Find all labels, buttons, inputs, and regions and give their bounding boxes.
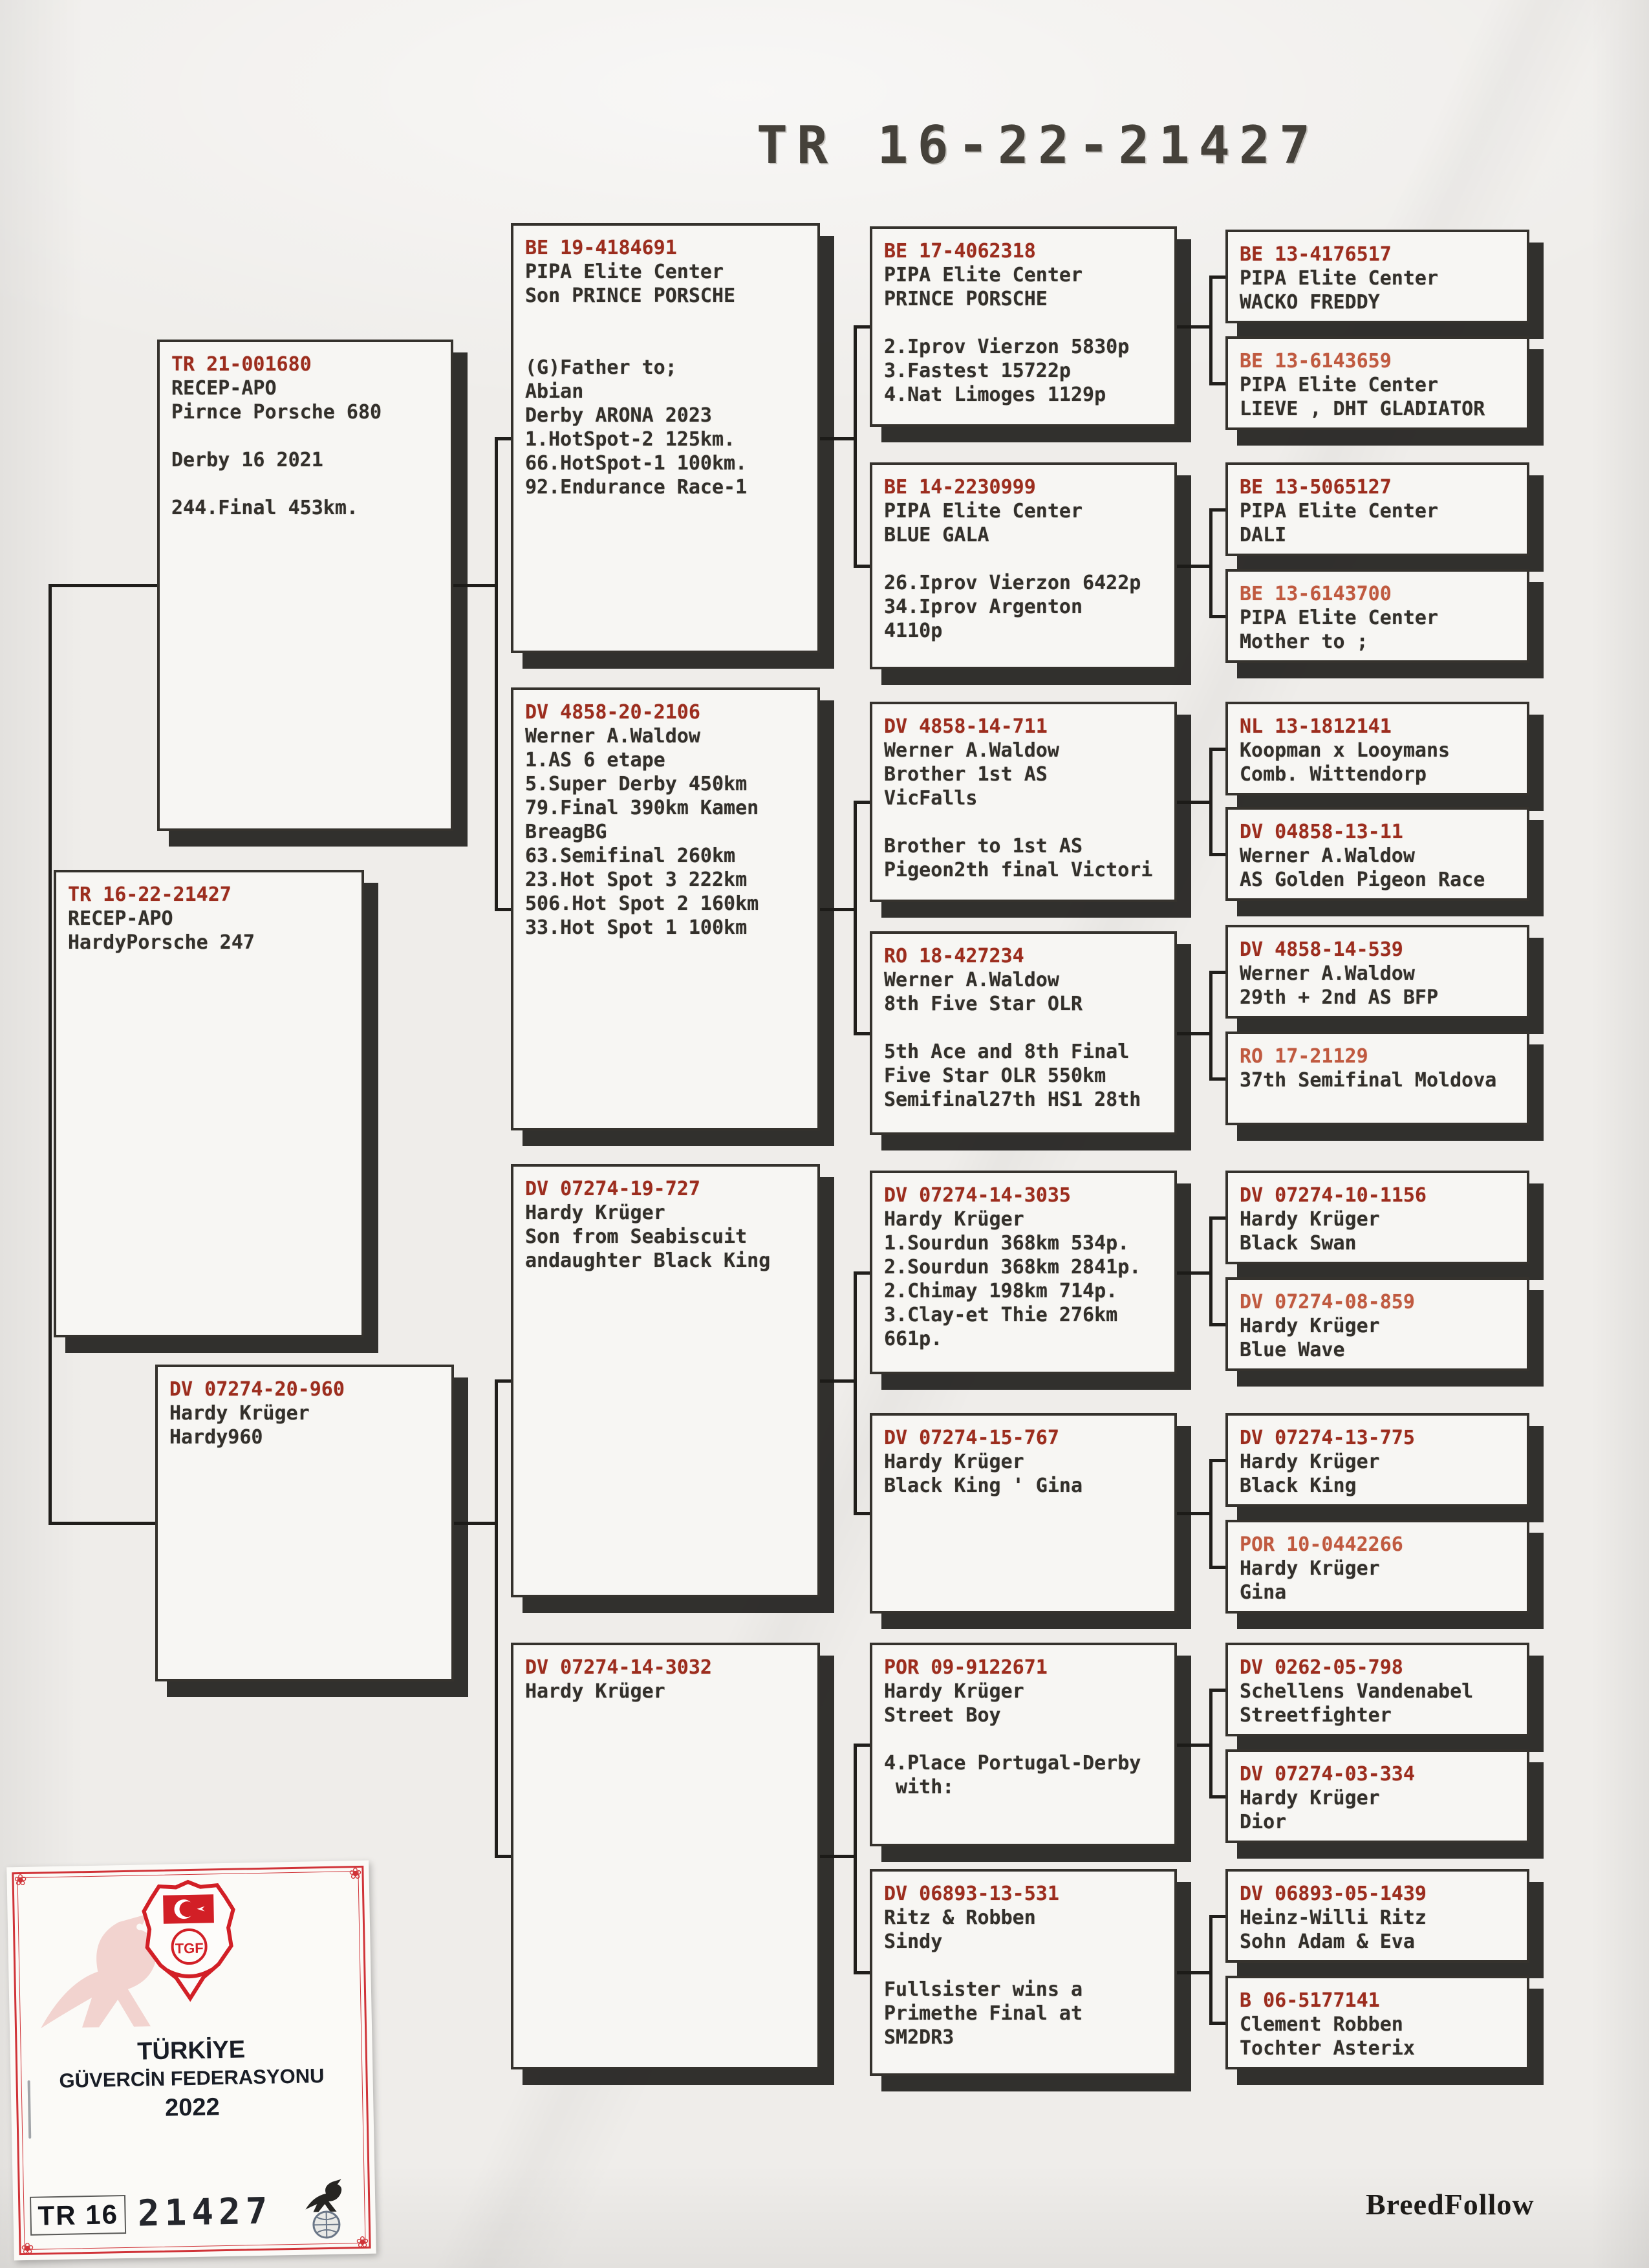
pedigree-box-dv13_11 [1225, 807, 1529, 901]
ring-id: DV 0262-05-798 [1240, 1656, 1403, 1679]
pedigree-text-line: 2.Chimay 198km 714p. [884, 1280, 1118, 1302]
pedigree-text-line: PIPA Elite Center [884, 264, 1083, 286]
connector-line [820, 1379, 857, 1383]
federation-name-line2: GÜVERCİN FEDERASYONU [59, 2064, 325, 2092]
pedigree-text-line [884, 1954, 1163, 1978]
ring-id: TR 16-22-21427 [68, 883, 232, 906]
pedigree-box-por10 [1225, 1520, 1529, 1614]
pedigree-text-line: Hardy Krüger [1240, 1557, 1380, 1580]
pedigree-box-dv859 [1225, 1277, 1529, 1371]
connector-line [1209, 971, 1212, 1081]
ring-id: BE 17-4062318 [884, 240, 1036, 263]
ring-id: DV 06893-05-1439 [1240, 1883, 1427, 1905]
pedigree-text-line: Abian [525, 380, 584, 403]
connector-line [854, 1971, 870, 1974]
connector-line [453, 584, 498, 587]
pedigree-text-line: 4.Place Portugal-Derby [884, 1752, 1141, 1775]
ring-id: DV 07274-19-727 [525, 1178, 700, 1200]
connector-line [1177, 1744, 1212, 1747]
connector-line [1209, 275, 1212, 385]
connector-line [1177, 325, 1212, 329]
ring-id: B 06-5177141 [1240, 1989, 1380, 2012]
pedigree-text-line: PRINCE PORSCHE [884, 288, 1048, 310]
connector-line [1209, 1216, 1225, 1220]
connector-line [854, 1271, 857, 1516]
pedigree-text-line: 1.AS 6 etape [525, 749, 665, 772]
connector-line [854, 1744, 870, 1747]
federation-year: 2022 [164, 2093, 221, 2122]
connector-line [854, 1744, 857, 1975]
pedigree-text-line: PIPA Elite Center [1240, 374, 1439, 396]
ring-id: RO 17-21129 [1240, 1045, 1368, 1068]
connector-line [1209, 508, 1225, 512]
connector-line [1209, 1915, 1212, 2025]
connector-line [1177, 1271, 1212, 1275]
pedigree-text-line: Street Boy [884, 1704, 1001, 1727]
connector-line [495, 1379, 498, 1858]
ring-id: DV 07274-13-775 [1240, 1427, 1415, 1449]
ring-id: DV 07274-15-767 [884, 1427, 1059, 1449]
pedigree-text-line: Dior [1240, 1811, 1287, 1833]
pedigree-box-dv539 [1225, 925, 1529, 1019]
connector-line [1209, 1459, 1225, 1462]
federation-stamp-card [6, 1861, 376, 2261]
connector-line [1177, 1032, 1212, 1035]
tgf-crest-icon [140, 1879, 239, 2006]
connector-line [854, 801, 870, 804]
pedigree-box-por09 [870, 1643, 1177, 1846]
connector-line [1209, 2022, 1225, 2025]
connector-line [1177, 1971, 1212, 1974]
pedigree-text-line: (G)Father to; [525, 356, 677, 379]
ring-id: DV 07274-08-859 [1240, 1291, 1415, 1313]
pedigree-text-line: Son PRINCE PORSCHE [525, 285, 736, 307]
pedigree-text-line: HardyPorsche 247 [68, 931, 255, 954]
pedigree-box-dv798 [1225, 1643, 1529, 1736]
pedigree-text-line: Hardy Krüger [884, 1680, 1024, 1703]
pedigree-text-line: PIPA Elite Center [525, 261, 724, 283]
pedigree-box-dv960 [155, 1365, 454, 1681]
pedigree-box-ro18 [870, 931, 1177, 1135]
pedigree-box-dv767 [870, 1413, 1177, 1614]
ring-id: DV 4858-14-711 [884, 715, 1048, 738]
pedigree-text-line: andaughter Black King [525, 1249, 771, 1272]
pedigree-text-line: VicFalls [884, 787, 978, 810]
pedigree-text-line: DALI [1240, 524, 1287, 546]
pedigree-text-line: 3.Fastest 15722p [884, 360, 1071, 382]
pedigree-text-line: Hardy Krüger [525, 1680, 665, 1703]
pedigree-text-line: Sohn Adam & Eva [1240, 1930, 1415, 1953]
pedigree-text-line [884, 810, 1163, 834]
pedigree-text-line [884, 1727, 1163, 1751]
pedigree-box-dv334 [1225, 1749, 1529, 1843]
pedigree-text-line: Derby 16 2021 [171, 449, 323, 471]
pedigree-box-nl13 [1225, 702, 1529, 795]
pedigree-text-line: Mother to ; [1240, 631, 1368, 653]
connector-line [1177, 565, 1212, 568]
ring-prefix: TR 16 [30, 2194, 126, 2235]
connector-line [1209, 508, 1212, 618]
connector-line [1177, 1512, 1212, 1515]
connector-line [1209, 971, 1225, 974]
pedigree-text-line: 63.Semifinal 260km [525, 845, 736, 867]
stamp-corner-ornament: ❀ [14, 1867, 27, 1891]
ring-id: DV 06893-13-531 [884, 1883, 1059, 1905]
pedigree-text-line: RECEP-APO [68, 907, 173, 930]
pedigree-text-line: Pirnce Porsche 680 [171, 401, 382, 424]
pedigree-box-b06 [1225, 1976, 1529, 2069]
ring-id: RO 18-427234 [884, 945, 1024, 967]
page-title: TR 16-22-21427 [756, 115, 1320, 175]
pedigree-text-line: Five Star OLR 550km [884, 1064, 1106, 1087]
pedigree-text-line: 92.Endurance Race-1 [525, 476, 748, 499]
pedigree-text-line: RECEP-APO [171, 377, 277, 400]
pedigree-text-line [884, 547, 1163, 571]
connector-line [820, 908, 857, 911]
connector-line [1209, 1323, 1225, 1326]
pedigree-text-line: Heinz-Willi Ritz [1240, 1906, 1427, 1929]
pedigree-text-line: 79.Final 390km Kamen [525, 797, 759, 819]
pedigree-text-line: 1.HotSpot-2 125km. [525, 428, 736, 451]
connector-line [1209, 853, 1225, 856]
ring-id: BE 13-6143700 [1240, 583, 1392, 605]
connector-line [1209, 1915, 1225, 1918]
connector-line [854, 1512, 870, 1515]
pedigree-text-line: LIEVE , DHT GLADIATOR [1240, 398, 1485, 420]
connector-line [1209, 1566, 1225, 1569]
pedigree-text-line: Hardy Krüger [884, 1451, 1024, 1473]
pedigree-box-ro17 [1225, 1031, 1529, 1125]
pedigree-text-line: 506.Hot Spot 2 160km [525, 892, 759, 915]
pedigree-box-be19 [511, 223, 820, 653]
pedigree-text-line: Werner A.Waldow [1240, 962, 1415, 985]
pedigree-box-be13_659 [1225, 336, 1529, 430]
pedigree-box-dv1156 [1225, 1171, 1529, 1264]
pedigree-box-be17 [870, 226, 1177, 427]
pedigree-text-line: PIPA Elite Center [884, 500, 1083, 523]
pedigree-box-be13_700 [1225, 569, 1529, 663]
connector-line [48, 584, 52, 1525]
pedigree-box-be13_127 [1225, 462, 1529, 556]
pedigree-text-line [171, 472, 439, 496]
pedigree-text-line: Ritz & Robben [884, 1906, 1036, 1929]
pedigree-text-line: Werner A.Waldow [884, 969, 1059, 991]
pedigree-text-line: with: [884, 1776, 954, 1798]
ring-id: BE 13-4176517 [1240, 243, 1392, 266]
ring-id: BE 13-6143659 [1240, 350, 1392, 373]
pedigree-text-line: Hardy Krüger [1240, 1451, 1380, 1473]
pedigree-text-line: 2.Iprov Vierzon 5830p [884, 336, 1130, 358]
pedigree-text-line: Brother to 1st AS [884, 835, 1083, 858]
pedigree-text-line: 66.HotSpot-1 100km. [525, 452, 748, 475]
pedigree-text-line: Hardy Krüger [1240, 1315, 1380, 1337]
pedigree-text-line: Clement Robben [1240, 2013, 1403, 2036]
federation-name-line1: TÜRKİYE [136, 2036, 246, 2066]
ring-id: DV 07274-14-3032 [525, 1656, 712, 1679]
pedigree-text-line: 244.Final 453km. [171, 497, 358, 519]
pedigree-text-line: Comb. Wittendorp [1240, 763, 1427, 786]
pedigree-box-dv531 [870, 1869, 1177, 2076]
pedigree-text-line: Derby ARONA 2023 [525, 404, 712, 427]
pedigree-text-line [525, 332, 806, 356]
connector-line [854, 325, 870, 329]
pedigree-text-line [884, 311, 1163, 335]
connector-line [854, 1032, 870, 1035]
pedigree-text-line: Son from Seabiscuit [525, 1226, 748, 1248]
pedigree-text-line: PIPA Elite Center [1240, 607, 1439, 629]
pedigree-box-dv3032 [511, 1643, 820, 2069]
pedigree-text-line: Black King ' Gina [884, 1474, 1083, 1497]
pedigree-box-tr21 [157, 340, 453, 831]
connector-line [1209, 1689, 1225, 1692]
ring-id: BE 19-4184691 [525, 237, 677, 259]
pedigree-text-line: Werner A.Waldow [1240, 845, 1415, 867]
pedigree-text-line: Hardy Krüger [169, 1402, 310, 1425]
pedigree-text-line: 37th Semifinal Moldova [1240, 1069, 1497, 1092]
pedigree-text-line: Werner A.Waldow [884, 739, 1059, 762]
pedigree-box-be14 [870, 462, 1177, 669]
pedigree-text-line: 4110p [884, 620, 943, 642]
connector-line [495, 437, 511, 440]
connector-line [495, 1379, 511, 1383]
ring-number-row [30, 2190, 273, 2237]
stamp-corner-ornament: ❀ [349, 1861, 361, 1885]
pedigree-box-dv711 [870, 702, 1177, 902]
pedigree-text-line: Hardy Krüger [1240, 1787, 1380, 1809]
pedigree-text-line: PIPA Elite Center [1240, 500, 1439, 523]
pedigree-text-line: WACKO FREDDY [1240, 291, 1380, 314]
pedigree-text-line: Hardy Krüger [1240, 1208, 1380, 1231]
pedigree-text-line: BreagBG [525, 821, 607, 843]
connector-line [820, 1855, 857, 1858]
connector-line [1209, 1077, 1225, 1081]
connector-line [48, 1522, 155, 1525]
pedigree-text-line: Primethe Final at [884, 2002, 1083, 2025]
ring-id: DV 4858-14-539 [1240, 938, 1403, 961]
pedigree-text-line: Semifinal27th HS1 28th [884, 1088, 1141, 1111]
connector-line [1209, 382, 1225, 385]
pedigree-text-line: 2.Sourdun 368km 2841p. [884, 1256, 1141, 1279]
connector-line [854, 325, 857, 568]
pedigree-text-line: Hardy Krüger [525, 1202, 665, 1224]
pedigree-text-line: Black Swan [1240, 1232, 1357, 1255]
pigeon-icon [305, 2179, 342, 2212]
ring-id: NL 13-1812141 [1240, 715, 1392, 738]
ring-id: DV 07274-14-3035 [884, 1184, 1071, 1207]
pedigree-text-line: 4.Nat Limoges 1129p [884, 383, 1106, 406]
pedigree-text-line: Gina [1240, 1581, 1287, 1604]
ring-id: POR 10-0442266 [1240, 1533, 1403, 1556]
connector-line [1177, 801, 1212, 804]
connector-line [854, 1271, 870, 1275]
pedigree-text-line: Streetfighter [1240, 1704, 1392, 1727]
pedigree-text-line: 26.Iprov Vierzon 6422p [884, 572, 1141, 594]
pedigree-text-line: Werner A.Waldow [525, 725, 700, 748]
connector-line [1209, 615, 1225, 618]
pedigree-text-line [884, 1016, 1163, 1040]
pedigree-text-line [171, 424, 439, 448]
pedigree-box-dv1439 [1225, 1869, 1529, 1963]
connector-line [1209, 1795, 1225, 1798]
pedigree-text-line: 5th Ace and 8th Final [884, 1041, 1130, 1063]
connector-line [1209, 275, 1225, 279]
breedfollow-watermark: BreedFollow [1366, 2188, 1535, 2221]
pedigree-text-line: Pigeon2th final Victori [884, 859, 1153, 881]
pedigree-box-dv727 [511, 1164, 820, 1597]
connector-line [1209, 748, 1225, 751]
connector-line [854, 801, 857, 1035]
ring-id: BE 14-2230999 [884, 476, 1036, 499]
ring-id: DV 07274-10-1156 [1240, 1184, 1427, 1207]
pedigree-text-line: PIPA Elite Center [1240, 267, 1439, 290]
pedigree-box-dv775 [1225, 1413, 1529, 1507]
stamp-corner-ornament: ❀ [21, 2236, 34, 2260]
pedigree-text-line [525, 308, 806, 332]
pedigree-text-line: Sindy [884, 1930, 943, 1953]
pedigree-text-line: 8th Five Star OLR [884, 993, 1083, 1015]
pedigree-box-subject [54, 870, 364, 1337]
pedigree-text-line: AS Golden Pigeon Race [1240, 869, 1485, 891]
globe-and-pigeon-emblem [297, 2175, 356, 2243]
pedigree-text-line: 1.Sourdun 368km 534p. [884, 1232, 1130, 1255]
connector-line [454, 1522, 498, 1525]
pedigree-text-line: 29th + 2nd AS BFP [1240, 986, 1439, 1009]
stamp-corner-ornament: ❀ [356, 2229, 369, 2253]
pedigree-text-line: Hardy960 [169, 1426, 263, 1449]
pedigree-text-line: BLUE GALA [884, 524, 989, 546]
ring-id: POR 09-9122671 [884, 1656, 1048, 1679]
connector-line [495, 908, 511, 911]
connector-line [495, 1855, 511, 1858]
pedigree-text-line: 23.Hot Spot 3 222km [525, 869, 748, 891]
ring-id: DV 04858-13-11 [1240, 821, 1403, 843]
pedigree-text-line: 3.Clay-et Thie 276km [884, 1304, 1118, 1326]
pedigree-box-be13_517 [1225, 230, 1529, 323]
pedigree-text-line: Brother 1st AS [884, 763, 1048, 786]
ring-id: DV 4858-20-2106 [525, 701, 700, 724]
ring-id: DV 07274-03-334 [1240, 1763, 1415, 1786]
pedigree-text-line: Koopman x Looymans [1240, 739, 1450, 762]
pedigree-text-line: Fullsister wins a [884, 1978, 1083, 2001]
pedigree-text-line: 5.Super Derby 450km [525, 773, 748, 795]
pedigree-text-line: 661p. [884, 1328, 943, 1350]
svg-text:TGF: TGF [175, 1939, 204, 1957]
ring-id: TR 21-001680 [171, 353, 312, 376]
pedigree-box-dv2106 [511, 687, 820, 1130]
pedigree-text-line: Blue Wave [1240, 1339, 1345, 1361]
connector-line [820, 437, 857, 440]
connector-line [495, 437, 498, 911]
ring-id: BE 13-5065127 [1240, 476, 1392, 499]
pedigree-text-line: Tochter Asterix [1240, 2037, 1415, 2060]
pedigree-text-line: SM2DR3 [884, 2026, 954, 2049]
pedigree-text-line: Hardy Krüger [884, 1208, 1024, 1231]
pedigree-text-line: Black King [1240, 1474, 1357, 1497]
connector-line [854, 565, 870, 568]
ring-number-large: 21427 [137, 2190, 274, 2235]
pedigree-text-line: 34.Iprov Argenton [884, 596, 1083, 618]
ring-id: DV 07274-20-960 [169, 1378, 345, 1401]
pedigree-text-line: 33.Hot Spot 1 100km [525, 916, 748, 939]
pedigree-box-dv3035 [870, 1171, 1177, 1374]
connector-line [48, 584, 157, 587]
pedigree-text-line: Schellens Vandenabel [1240, 1680, 1474, 1703]
